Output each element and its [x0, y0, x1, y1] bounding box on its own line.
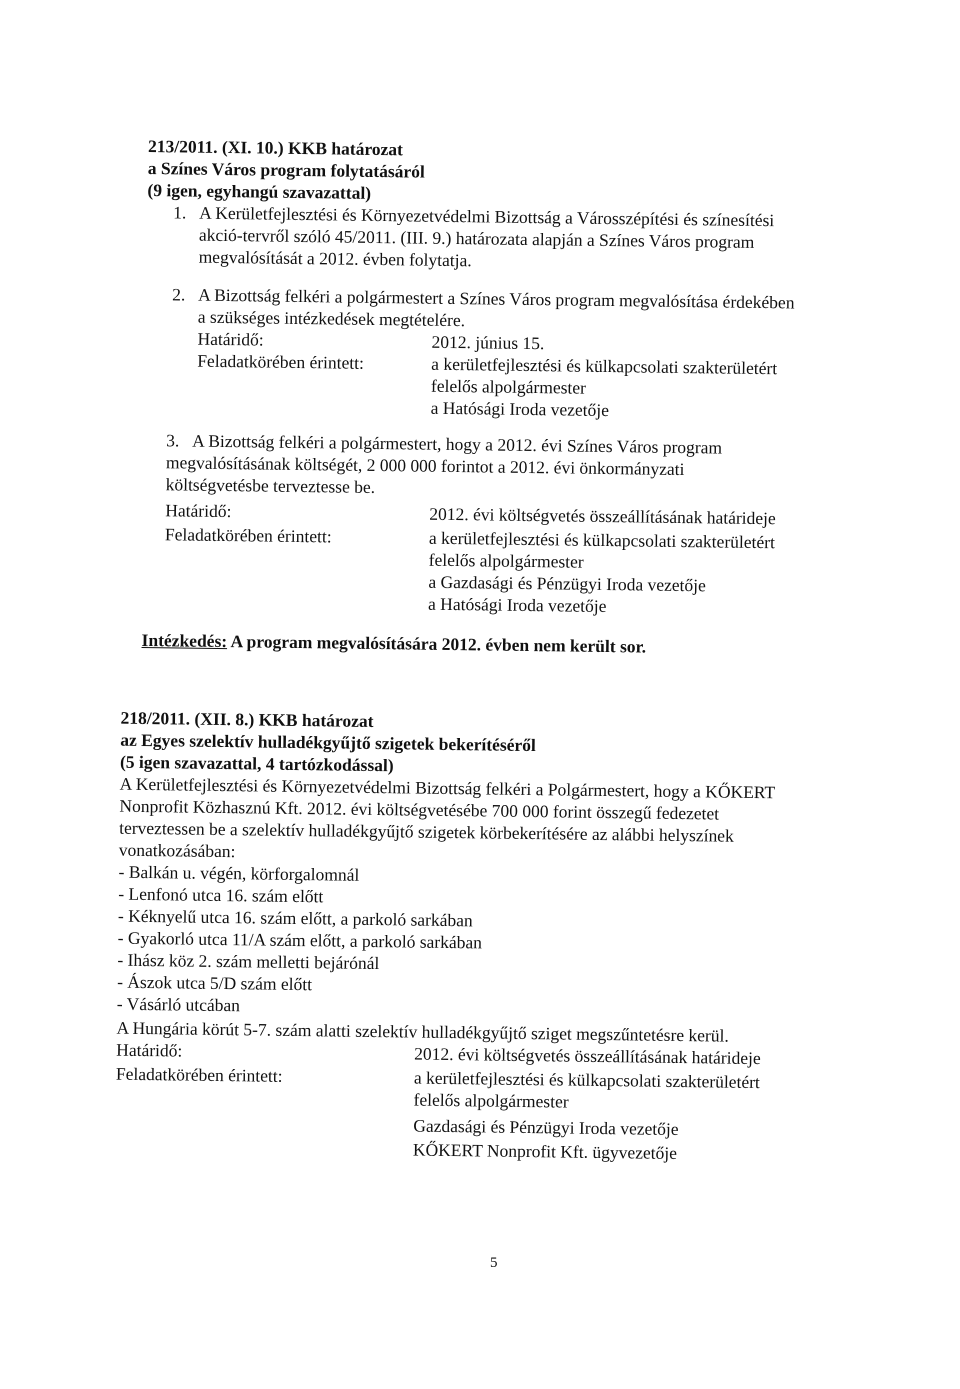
- action-text: A program megvalósítására 2012. évben nem került sor.: [227, 631, 647, 657]
- item-line: költségvetésbe terveztesse be.: [165, 474, 376, 497]
- responsible-line: felelős alpolgármester: [430, 375, 587, 398]
- item-line: akció-tervről szóló 45/2011. (III. 9.) határozata alapján a Színes Város program: [198, 224, 755, 252]
- body-line: terveztessen be a szelektív hulladékgyűjtő szigetek körbekerítésére az alábbi helyszínek: [119, 817, 734, 846]
- closing-line: A Hungária körút 5-7. szám alatti szelektív hulladékgyűjtő sziget megszűntetésre kerül.: [116, 1017, 729, 1046]
- location-item: - Lenfonó utca 16. szám előtt: [118, 883, 324, 907]
- item-line: A Bizottság felkéri a polgármestert, hogy a 2012. évi Színes Város program: [192, 430, 723, 458]
- action-label: Intézkedés:: [141, 629, 228, 652]
- resolution-number: 213/2011. (XI. 10.) KKB határozat: [147, 135, 404, 160]
- resolution-vote: (9 igen, egyhangú szavazattal): [147, 179, 372, 203]
- page-number: 5: [490, 1255, 498, 1271]
- item-number: 2.: [172, 284, 186, 305]
- action-note: [141, 630, 646, 658]
- item-line: a szükséges intézkedések megtételére.: [197, 306, 466, 331]
- location-item: - Ihász köz 2. szám melletti bejárónál: [117, 949, 380, 974]
- responsible-line: a Hatósági Iroda vezetője: [430, 397, 610, 421]
- location-item: - Balkán u. végén, körforgalomnál: [118, 861, 360, 885]
- resolution-213: [0, 0, 960, 657]
- responsible-label: Feladatkörében érintett:: [115, 1063, 283, 1086]
- responsible-label: Feladatkörében érintett:: [164, 524, 332, 547]
- deadline-value: 2012. évi költségvetés összeállításának határideje: [414, 1043, 761, 1069]
- resolution-number: 218/2011. (XII. 8.) KKB határozat: [120, 707, 374, 731]
- location-item: - Vásárló utcában: [116, 993, 241, 1016]
- responsible-line: a kerületfejlesztési és külkapcsolati szakterületért: [431, 353, 778, 379]
- body-line: A Kerületfejlesztési és Környezetvédelmi Bizottság felkéri a Polgármestert, hogy a KŐKERT: [119, 773, 776, 803]
- deadline-value: 2012. június 15.: [431, 331, 545, 354]
- location-item: - Kéknyelű utca 16. szám előtt, a parkoló sarkában: [117, 905, 473, 931]
- deadline-label: Határidő:: [165, 500, 232, 522]
- deadline-value: 2012. évi költségvetés összeállításának határideje: [429, 503, 776, 529]
- deadline-label: Határidő:: [197, 328, 264, 350]
- item-line: megvalósításának költségét, 2 000 000 forintot a 2012. évi önkormányzati: [165, 452, 685, 480]
- body-line: vonatkozásában:: [118, 839, 236, 862]
- responsible-line: a kerületfejlesztési és külkapcsolati szakterületért: [413, 1067, 760, 1093]
- responsible-line: Gazdasági és Pénzügyi Iroda vezetője: [413, 1115, 679, 1140]
- deadline-label: Határidő:: [116, 1039, 183, 1061]
- responsible-line: felelős alpolgármester: [428, 549, 584, 572]
- item-line: megvalósítását a 2012. évben folytatja.: [198, 246, 472, 271]
- item-number: 1.: [173, 202, 187, 223]
- resolution-vote: (5 igen szavazattal, 4 tartózkodással): [119, 751, 394, 776]
- item-line: A Bizottság felkéri a polgármestert a Színes Város program megvalósítása érdekében: [198, 284, 795, 313]
- responsible-line: felelős alpolgármester: [413, 1089, 569, 1112]
- responsible-line: KŐKERT Nonprofit Kft. ügyvezetője: [412, 1139, 678, 1163]
- resolution-subject: az Egyes szelektív hulladékgyűjtő szigetek bekerítéséről: [120, 729, 536, 756]
- responsible-line: a Hatósági Iroda vezetője: [427, 593, 607, 617]
- responsible-label: Feladatkörében érintett:: [197, 350, 365, 373]
- responsible-line: a kerületfejlesztési és külkapcsolati szakterületért: [428, 527, 776, 553]
- item-line: A Kerületfejlesztési és Környezetvédelmi Bizottság a Városszépítési és színesítési: [199, 202, 775, 231]
- body-line: Nonprofit Közhasznú Kft. 2012. évi költségvetésébe 700 000 forint összegű fedezetet: [119, 795, 720, 824]
- responsible-line: a Gazdasági és Pénzügyi Iroda vezetője: [428, 571, 706, 596]
- item-number: 3.: [166, 430, 180, 451]
- resolution-subject: a Színes Város program folytatásáról: [147, 157, 425, 182]
- location-item: - Gyakorló utca 11/A szám előtt, a parkoló sarkában: [117, 927, 483, 953]
- location-item: - Ászok utca 5/D szám előtt: [117, 971, 313, 995]
